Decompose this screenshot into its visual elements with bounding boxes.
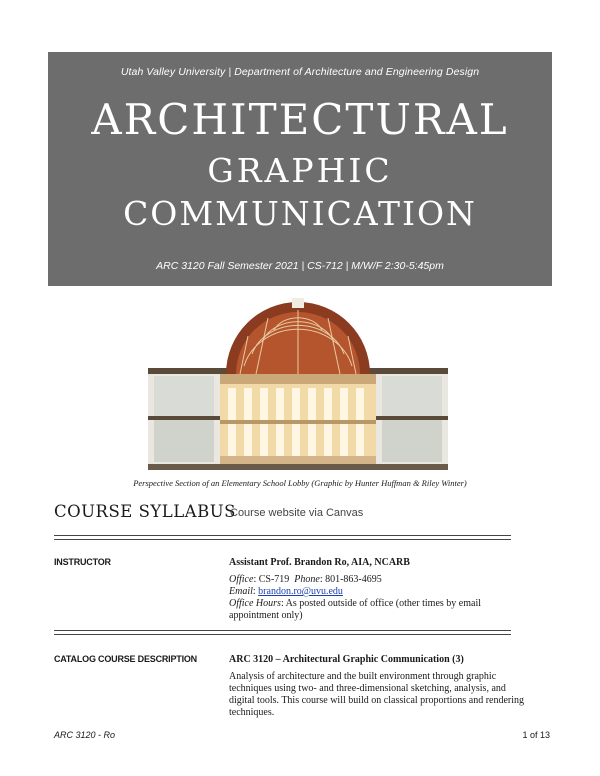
catalog-label: CATALOG COURSE DESCRIPTION (54, 654, 197, 664)
perspective-section-illustration (148, 296, 448, 470)
course-info-line: ARC 3120 Fall Semester 2021 | CS-712 | M/W/F 2:30-5:45pm (156, 260, 444, 272)
divider (54, 535, 511, 536)
email-separator: : (252, 586, 259, 597)
divider (54, 630, 511, 631)
office-value: : CS-719 (253, 574, 290, 585)
figure-caption: Perspective Section of an Elementary School Lobby (Graphic by Hunter Huffman & Riley Winter) (133, 478, 467, 488)
course-syllabus-heading: COURSE SYLLABUS (54, 502, 236, 521)
phone-label: Phone (294, 574, 320, 585)
instructor-name: Assistant Prof. Brandon Ro, AIA, NCARB (229, 557, 410, 568)
email-line (229, 586, 529, 598)
footer-page-number: 1 of 13 (522, 730, 550, 740)
university-line: Utah Valley University | Department of Architecture and Engineering Design (120, 66, 480, 78)
office-phone-line (229, 574, 529, 586)
footer-course: ARC 3120 - Ro (54, 730, 116, 740)
office-hours-value: : As posted outside of office (other times by email appointment only) (229, 598, 482, 621)
email-link[interactable]: brandon.ro@uvu.edu (258, 586, 343, 597)
title-architectural: ARCHITECTURAL (91, 95, 509, 144)
office-hours-label: Office Hours (229, 598, 281, 609)
office-label: Office (229, 574, 254, 585)
catalog-block (229, 654, 529, 719)
title-banner (48, 52, 552, 286)
title-graphic: GRAPHIC (207, 151, 393, 190)
instructor-label: INSTRUCTOR (54, 557, 111, 567)
office-hours-line (229, 598, 529, 622)
title-communication: COMMUNICATION (123, 194, 477, 233)
divider (54, 634, 511, 635)
catalog-body: Analysis of architecture and the built environment through graphic techniques using two- and three-dimensional sketching, analysis, and digital tools. This course will build on classical proportions and rendering techniques. (229, 671, 525, 718)
course-website-note: Course website via Canvas (230, 507, 364, 519)
email-label: Email (229, 586, 253, 597)
phone-value: : 801-863-4695 (319, 574, 382, 585)
divider (54, 539, 511, 540)
catalog-heading: ARC 3120 – Architectural Graphic Communication (3) (229, 654, 464, 665)
instructor-block (229, 557, 529, 622)
